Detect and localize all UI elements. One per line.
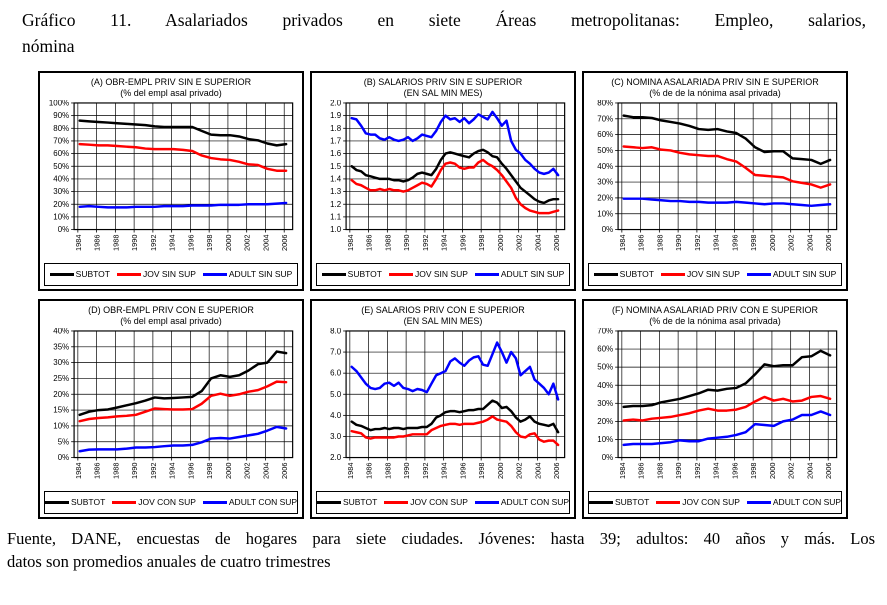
svg-text:15%: 15% xyxy=(53,405,70,415)
svg-text:1986: 1986 xyxy=(364,462,374,479)
legend-item xyxy=(589,497,649,507)
series-line-adult-con-sup xyxy=(80,426,286,450)
svg-text:100%: 100% xyxy=(48,99,70,108)
svg-text:35%: 35% xyxy=(53,341,70,351)
svg-text:4.0: 4.0 xyxy=(330,410,342,420)
chart-A xyxy=(43,100,300,262)
svg-text:1986: 1986 xyxy=(92,234,102,251)
svg-text:1990: 1990 xyxy=(674,462,684,479)
svg-text:1992: 1992 xyxy=(148,462,158,479)
svg-text:30%: 30% xyxy=(53,357,70,367)
svg-text:2006: 2006 xyxy=(824,462,834,479)
legend-line-sample xyxy=(747,273,771,276)
svg-text:1994: 1994 xyxy=(167,462,177,479)
svg-text:1988: 1988 xyxy=(655,462,665,479)
figure-title xyxy=(22,7,866,60)
svg-text:1988: 1988 xyxy=(111,462,121,479)
legend-line-sample xyxy=(117,273,141,276)
svg-text:40%: 40% xyxy=(53,174,70,184)
svg-text:30%: 30% xyxy=(597,177,614,187)
svg-text:2002: 2002 xyxy=(242,462,252,479)
svg-text:40%: 40% xyxy=(597,380,614,390)
legend-label: SUBTOT xyxy=(347,269,382,280)
legend xyxy=(316,491,570,514)
svg-text:90%: 90% xyxy=(53,110,70,120)
svg-text:1990: 1990 xyxy=(402,462,412,479)
svg-text:30%: 30% xyxy=(53,186,70,196)
legend-line-sample xyxy=(203,501,227,504)
svg-text:2.0: 2.0 xyxy=(330,452,342,462)
chart-F xyxy=(587,328,844,490)
svg-text:2004: 2004 xyxy=(261,462,271,479)
legend xyxy=(316,263,570,286)
svg-text:0%: 0% xyxy=(57,452,70,462)
svg-text:1996: 1996 xyxy=(458,462,468,479)
svg-text:2000: 2000 xyxy=(767,234,777,251)
panel-title: (E) SALARIOS PRIV CON E SUPERIOR xyxy=(361,304,525,315)
legend-label: SUBTOT xyxy=(614,497,650,508)
svg-text:20%: 20% xyxy=(597,416,614,426)
svg-text:1988: 1988 xyxy=(655,234,665,251)
svg-text:1986: 1986 xyxy=(92,462,102,479)
svg-text:1994: 1994 xyxy=(167,234,177,251)
panel-subtitle: (% de de la nónima asal privada) xyxy=(649,87,781,98)
svg-text:2000: 2000 xyxy=(223,234,233,251)
svg-text:70%: 70% xyxy=(597,327,614,336)
svg-text:1988: 1988 xyxy=(383,462,393,479)
svg-text:0%: 0% xyxy=(601,224,614,234)
svg-text:1988: 1988 xyxy=(111,234,121,251)
legend-item xyxy=(322,269,382,279)
svg-text:1998: 1998 xyxy=(477,234,487,251)
svg-text:1996: 1996 xyxy=(186,234,196,251)
svg-text:2004: 2004 xyxy=(533,234,543,251)
legend xyxy=(44,263,298,286)
legend-label: ADULT SIN SUP xyxy=(500,269,565,280)
legend-label: ADULT CON SUP xyxy=(772,497,842,508)
series-line-jov-sin-sup xyxy=(80,144,286,171)
figure-title-line2: nómina xyxy=(22,36,75,57)
svg-text:70%: 70% xyxy=(597,113,614,123)
chart-C xyxy=(587,100,844,262)
svg-text:10%: 10% xyxy=(53,212,70,222)
svg-text:1.5: 1.5 xyxy=(330,161,342,171)
svg-text:50%: 50% xyxy=(53,161,70,171)
panel-title: (B) SALARIOS PRIV SIN E SUPERIOR xyxy=(363,76,523,87)
panel-E xyxy=(310,299,576,519)
svg-text:1996: 1996 xyxy=(186,462,196,479)
svg-text:3.0: 3.0 xyxy=(330,431,342,441)
svg-text:50%: 50% xyxy=(597,145,614,155)
legend-item xyxy=(384,497,468,507)
panel-F xyxy=(582,299,848,519)
svg-text:1992: 1992 xyxy=(692,462,702,479)
svg-text:10%: 10% xyxy=(597,208,614,218)
svg-text:2004: 2004 xyxy=(261,234,271,251)
series-line-subtot xyxy=(352,400,558,432)
svg-text:1.9: 1.9 xyxy=(330,110,342,120)
svg-text:40%: 40% xyxy=(53,327,70,336)
chart-B xyxy=(315,100,572,262)
legend-label: JOV CON SUP xyxy=(138,497,196,508)
panel-subtitle: (% del empl asal privado) xyxy=(120,315,222,326)
svg-text:1984: 1984 xyxy=(345,462,355,479)
legend-item xyxy=(475,497,569,507)
chart-D xyxy=(43,328,300,490)
svg-text:1994: 1994 xyxy=(711,234,721,251)
legend-label: SUBTOT xyxy=(70,497,106,508)
series-line-subtot xyxy=(80,351,286,414)
chart-E xyxy=(315,328,572,490)
svg-text:7.0: 7.0 xyxy=(330,347,342,357)
legend-line-sample xyxy=(317,501,341,504)
svg-text:2006: 2006 xyxy=(280,234,290,251)
svg-text:1990: 1990 xyxy=(674,234,684,251)
svg-text:1984: 1984 xyxy=(345,234,355,251)
svg-text:1.6: 1.6 xyxy=(330,148,342,158)
legend-label: SUBTOT xyxy=(75,269,110,280)
legend-line-sample xyxy=(661,273,685,276)
series-line-adult-sin-sup xyxy=(624,198,830,205)
svg-text:1990: 1990 xyxy=(130,234,140,251)
svg-text:80%: 80% xyxy=(597,99,614,108)
svg-text:70%: 70% xyxy=(53,136,70,146)
legend-item xyxy=(112,497,196,507)
svg-text:30%: 30% xyxy=(597,398,614,408)
legend-label: JOV CON SUP xyxy=(410,497,468,508)
legend-line-sample xyxy=(594,273,618,276)
svg-text:1998: 1998 xyxy=(749,234,759,251)
legend-item xyxy=(747,269,836,279)
legend-item xyxy=(389,269,468,279)
panel-D xyxy=(38,299,304,519)
series-line-subtot xyxy=(352,149,558,202)
legend-line-sample xyxy=(203,273,227,276)
svg-text:2002: 2002 xyxy=(786,234,796,251)
legend-item xyxy=(656,497,740,507)
series-line-jov-con-sup xyxy=(352,416,558,444)
svg-text:1.2: 1.2 xyxy=(330,199,342,209)
panel-subtitle: (EN SAL MIN MES) xyxy=(403,315,483,326)
svg-text:1998: 1998 xyxy=(205,234,215,251)
series-line-subtot xyxy=(624,350,830,406)
svg-text:1.0: 1.0 xyxy=(330,224,342,234)
source-note-line1: Fuente, DANE, encuestas de hogares para siete ciudades. Jóvenes: hasta 39; adultos: 40 años y más. Los xyxy=(7,528,875,548)
series-line-adult-con-sup xyxy=(624,411,830,444)
svg-text:0%: 0% xyxy=(57,224,70,234)
legend-label: ADULT SIN SUP xyxy=(228,269,293,280)
svg-text:1998: 1998 xyxy=(477,462,487,479)
legend-line-sample xyxy=(475,273,499,276)
svg-text:1.1: 1.1 xyxy=(330,212,342,222)
legend-item xyxy=(203,269,292,279)
legend xyxy=(588,491,842,514)
svg-text:1998: 1998 xyxy=(749,462,759,479)
legend-label: JOV SIN SUP xyxy=(686,269,740,280)
svg-text:2006: 2006 xyxy=(552,462,562,479)
series-line-jov-sin-sup xyxy=(624,146,830,187)
panel-title: (C) NOMINA ASALARIADA PRIV SIN E SUPERIOR xyxy=(611,76,819,87)
legend-item xyxy=(661,269,740,279)
series-line-adult-sin-sup xyxy=(352,111,558,174)
svg-text:2000: 2000 xyxy=(495,234,505,251)
svg-text:2000: 2000 xyxy=(223,462,233,479)
legend-label: ADULT SIN SUP xyxy=(772,269,837,280)
svg-text:60%: 60% xyxy=(597,129,614,139)
svg-text:5%: 5% xyxy=(57,436,70,446)
svg-text:2002: 2002 xyxy=(242,234,252,251)
legend-item xyxy=(203,497,297,507)
svg-text:1992: 1992 xyxy=(692,234,702,251)
svg-text:1994: 1994 xyxy=(439,234,449,251)
svg-text:2002: 2002 xyxy=(514,462,524,479)
svg-text:1986: 1986 xyxy=(636,234,646,251)
svg-text:20%: 20% xyxy=(53,389,70,399)
svg-text:1984: 1984 xyxy=(73,234,83,251)
svg-text:0%: 0% xyxy=(601,452,614,462)
panel-B xyxy=(310,71,576,291)
series-line-adult-sin-sup xyxy=(80,202,286,206)
legend-item xyxy=(317,497,377,507)
legend-line-sample xyxy=(322,273,346,276)
legend-label: SUBTOT xyxy=(342,497,378,508)
svg-text:6.0: 6.0 xyxy=(330,368,342,378)
legend-label: JOV CON SUP xyxy=(682,497,740,508)
legend-line-sample xyxy=(475,501,499,504)
svg-text:10%: 10% xyxy=(597,434,614,444)
svg-text:60%: 60% xyxy=(53,148,70,158)
svg-text:1984: 1984 xyxy=(617,462,627,479)
svg-text:1986: 1986 xyxy=(364,234,374,251)
legend-label: JOV SIN SUP xyxy=(414,269,468,280)
svg-text:1984: 1984 xyxy=(617,234,627,251)
svg-text:10%: 10% xyxy=(53,421,70,431)
source-note xyxy=(7,527,875,575)
legend-line-sample xyxy=(45,501,69,504)
svg-text:8.0: 8.0 xyxy=(330,327,342,336)
svg-text:2.0: 2.0 xyxy=(330,99,342,108)
svg-text:1.8: 1.8 xyxy=(330,123,342,133)
svg-text:1994: 1994 xyxy=(711,462,721,479)
svg-text:1994: 1994 xyxy=(439,462,449,479)
svg-text:1.7: 1.7 xyxy=(330,136,342,146)
svg-text:1992: 1992 xyxy=(420,234,430,251)
svg-text:60%: 60% xyxy=(597,344,614,354)
legend xyxy=(588,263,842,286)
svg-text:2006: 2006 xyxy=(552,234,562,251)
svg-text:50%: 50% xyxy=(597,362,614,372)
panel-subtitle: (% del empl asal privado) xyxy=(120,87,222,98)
figure-title-line1: Gráfico 11. Asalariados privados en siete Áreas metropolitanas: Empleo, salarios, xyxy=(22,10,866,30)
svg-text:1996: 1996 xyxy=(730,234,740,251)
legend-item xyxy=(594,269,654,279)
panel-A xyxy=(38,71,304,291)
legend-line-sample xyxy=(589,501,613,504)
panel-subtitle: (% de de la nónima asal privada) xyxy=(649,315,781,326)
legend-line-sample xyxy=(389,273,413,276)
svg-text:2006: 2006 xyxy=(824,234,834,251)
series-line-jov-con-sup xyxy=(80,381,286,421)
source-note-line2: datos son promedios anuales de cuatro trimestres xyxy=(7,552,331,572)
panel-subtitle: (EN SAL MIN MES) xyxy=(403,87,483,98)
legend-item xyxy=(117,269,196,279)
legend xyxy=(44,491,298,514)
panel-title: (A) OBR-EMPL PRIV SIN E SUPERIOR xyxy=(90,76,252,87)
series-line-jov-sin-sup xyxy=(352,159,558,212)
svg-text:25%: 25% xyxy=(53,373,70,383)
legend-line-sample xyxy=(656,501,680,504)
svg-text:2002: 2002 xyxy=(514,234,524,251)
svg-text:2002: 2002 xyxy=(786,462,796,479)
svg-text:2006: 2006 xyxy=(280,462,290,479)
svg-text:1.3: 1.3 xyxy=(330,186,342,196)
legend-item xyxy=(45,497,105,507)
svg-text:2004: 2004 xyxy=(805,462,815,479)
legend-line-sample xyxy=(384,501,408,504)
svg-text:2004: 2004 xyxy=(533,462,543,479)
legend-label: ADULT CON SUP xyxy=(228,497,298,508)
legend-label: JOV SIN SUP xyxy=(142,269,196,280)
legend-item xyxy=(475,269,564,279)
svg-text:1.4: 1.4 xyxy=(330,174,342,184)
svg-text:1992: 1992 xyxy=(148,234,158,251)
svg-text:20%: 20% xyxy=(53,199,70,209)
svg-text:2000: 2000 xyxy=(495,462,505,479)
legend-line-sample xyxy=(50,273,74,276)
svg-text:20%: 20% xyxy=(597,193,614,203)
legend-label: ADULT CON SUP xyxy=(500,497,570,508)
panel-title: (F) NOMINA ASALARIAD PRIV CON E SUPERIOR xyxy=(611,304,819,315)
panel-C xyxy=(582,71,848,291)
svg-text:1990: 1990 xyxy=(130,462,140,479)
svg-text:2000: 2000 xyxy=(767,462,777,479)
svg-text:5.0: 5.0 xyxy=(330,389,342,399)
legend-item xyxy=(747,497,841,507)
svg-text:2004: 2004 xyxy=(805,234,815,251)
legend-line-sample xyxy=(112,501,136,504)
panel-title: (D) OBR-EMPL PRIV CON E SUPERIOR xyxy=(88,304,254,315)
legend-line-sample xyxy=(747,501,771,504)
series-line-adult-con-sup xyxy=(352,342,558,399)
svg-text:1986: 1986 xyxy=(636,462,646,479)
svg-text:80%: 80% xyxy=(53,123,70,133)
svg-text:1984: 1984 xyxy=(73,462,83,479)
legend-item xyxy=(50,269,110,279)
svg-text:1988: 1988 xyxy=(383,234,393,251)
svg-text:1998: 1998 xyxy=(205,462,215,479)
svg-text:1996: 1996 xyxy=(730,462,740,479)
svg-text:40%: 40% xyxy=(597,161,614,171)
series-line-subtot xyxy=(80,120,286,145)
svg-text:1990: 1990 xyxy=(402,234,412,251)
charts-grid xyxy=(38,71,850,519)
legend-label: SUBTOT xyxy=(619,269,654,280)
svg-text:1992: 1992 xyxy=(420,462,430,479)
series-line-subtot xyxy=(624,115,830,163)
svg-text:1996: 1996 xyxy=(458,234,468,251)
